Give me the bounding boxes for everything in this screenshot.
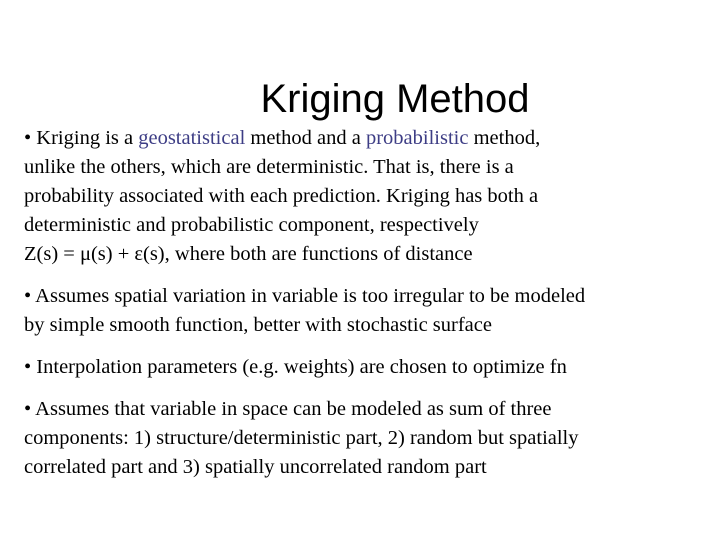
- formula-line: Z(s) = μ(s) + ε(s), where both are functions of distance: [24, 243, 473, 265]
- bullet-kriging-definition: [24, 124, 694, 269]
- slide-body: [24, 124, 694, 482]
- bullet-line: components: 1) structure/deterministic part, 2) random but spatially: [24, 427, 579, 449]
- probabilistic-term: probabilistic: [365, 127, 469, 149]
- bullet-interpolation-parameters: [24, 353, 694, 382]
- bullet-line: • Assumes spatial variation in variable is too irregular to be modeled: [24, 285, 586, 307]
- bullet-text: • Kriging is a: [24, 127, 139, 149]
- bullet-line: • Assumes that variable in space can be modeled as sum of three: [24, 398, 552, 420]
- bullet-line: correlated part and 3) spatially uncorrelated random part: [24, 456, 487, 478]
- bullet-variable-components: [24, 395, 694, 482]
- bullet-line: by simple smooth function, better with stochastic surface: [24, 314, 492, 336]
- bullet-spatial-variation: [24, 282, 694, 340]
- geostatistical-term: geostatistical: [138, 127, 246, 149]
- slide-title-text: Kriging Method: [260, 77, 530, 121]
- slide-title: [0, 76, 720, 122]
- bullet-line: unlike the others, which are deterministic. That is, there is a: [24, 156, 514, 178]
- bullet-line: deterministic and probabilistic component, respectively: [24, 214, 479, 236]
- bullet-line: • Interpolation parameters (e.g. weights) are chosen to optimize fn: [24, 356, 567, 378]
- bullet-line: [24, 124, 694, 153]
- bullet-text: method and a: [245, 127, 366, 149]
- bullet-text: method,: [468, 127, 541, 149]
- bullet-line: probability associated with each prediction. Kriging has both a: [24, 185, 539, 207]
